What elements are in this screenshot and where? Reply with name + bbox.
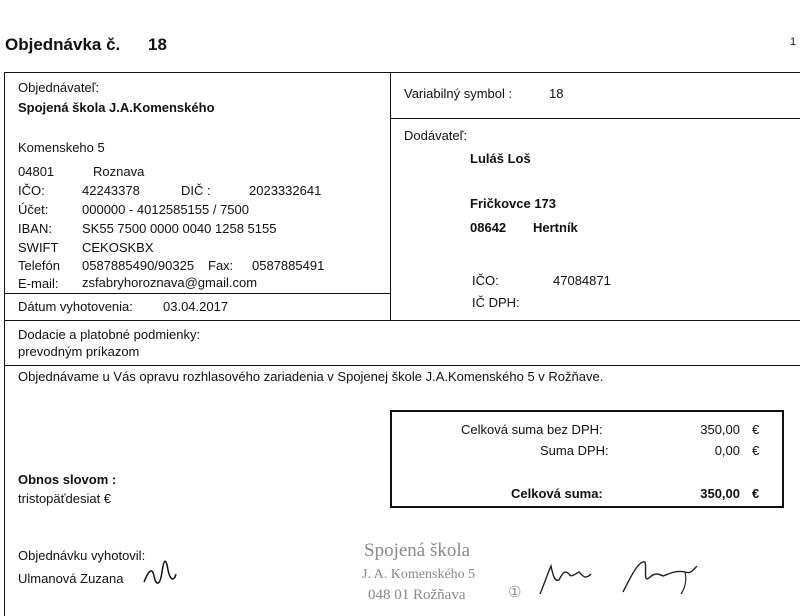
buyer-city: Roznava [93,164,145,179]
issued-by-name: Ulmanová Zuzana [18,571,124,586]
buyer-email: zsfabryhoroznava@gmail.com [82,275,258,290]
date-label: Dátum vyhotovenia: [18,299,133,314]
supplier-ico: 47084871 [553,273,611,288]
buyer-fax-label: Fax: [208,258,234,273]
stamp-line-3: 048 01 Rožňava [368,587,466,603]
buyer-phone-label: Telefón [18,258,60,273]
conditions-label: Dodacie a platobné podmienky: [18,327,201,342]
grand-total: 350,00 [700,486,740,501]
buyer-swift-label: SWIFT [18,240,59,255]
stamp-line-2: J. A. Komenského 5 [362,567,476,582]
document-title: Objednávka č. [5,35,121,54]
buyer-name: Spojená škola J.A.Komenského [18,100,215,115]
supplier-icdph-label: IČ DPH: [472,295,520,310]
stamp-line-1: Spojená škola [364,540,471,561]
buyer-swift: CEKOSKBX [82,240,154,255]
buyer-dic: 2023332641 [249,183,322,198]
page-number: 1 [790,36,797,48]
order-text: Objednávame u Vás opravu rozhlasového zariadenia v Spojenej škole J.A.Komenského 5 v Rožňave. [18,369,604,384]
buyer-account-label: Účet: [18,202,49,217]
buyer-account: 000000 - 4012585155 / 7500 [82,202,249,217]
variable-symbol-label: Variabilný symbol : [404,86,513,101]
buyer-label: Objednávateľ: [18,80,100,95]
order-number: 18 [148,35,167,54]
grand-total-label: Celková suma: [511,486,603,501]
buyer-zip: 04801 [18,164,55,179]
buyer-street: Komenskeho 5 [18,140,105,155]
buyer-iban: SK55 7500 0000 0040 1258 5155 [82,221,277,236]
vat-value: 0,00 [714,443,740,458]
total-without-vat: 350,00 [700,422,740,437]
supplier-label: Dodávateľ: [404,128,468,143]
in-words-label: Obnos slovom : [18,472,117,487]
buyer-ico-label: IČO: [18,183,45,198]
handwritten-signature [535,552,705,602]
currency-symbol: € [752,443,760,458]
supplier-ico-label: IČO: [472,273,499,288]
supplier-name: Luláš Loš [470,151,531,166]
variable-symbol-value: 18 [549,86,564,101]
buyer-fax: 0587885491 [252,258,325,273]
total-without-vat-label: Celková suma bez DPH: [461,422,603,437]
buyer-phone: 0587885490/90325 [82,258,195,273]
buyer-dic-label: DIČ : [181,183,211,198]
initials-signature [140,552,180,592]
issued-by-label: Objednávku vyhotovil: [18,548,146,563]
currency-symbol: € [752,422,760,437]
conditions-value: prevodným príkazom [18,344,140,359]
supplier-zip: 08642 [470,220,507,235]
buyer-email-label: E-mail: [18,276,59,291]
date-value: 03.04.2017 [163,299,229,314]
supplier-street: Fričkovce 173 [470,196,557,211]
stamp-mark: ① [508,585,522,601]
supplier-city: Hertník [533,220,578,235]
currency-symbol: € [752,486,760,501]
buyer-iban-label: IBAN: [18,221,52,236]
vat-label: Suma DPH: [540,443,609,458]
in-words-value: tristopäťdesiat € [18,491,112,506]
buyer-ico: 42243378 [82,183,140,198]
